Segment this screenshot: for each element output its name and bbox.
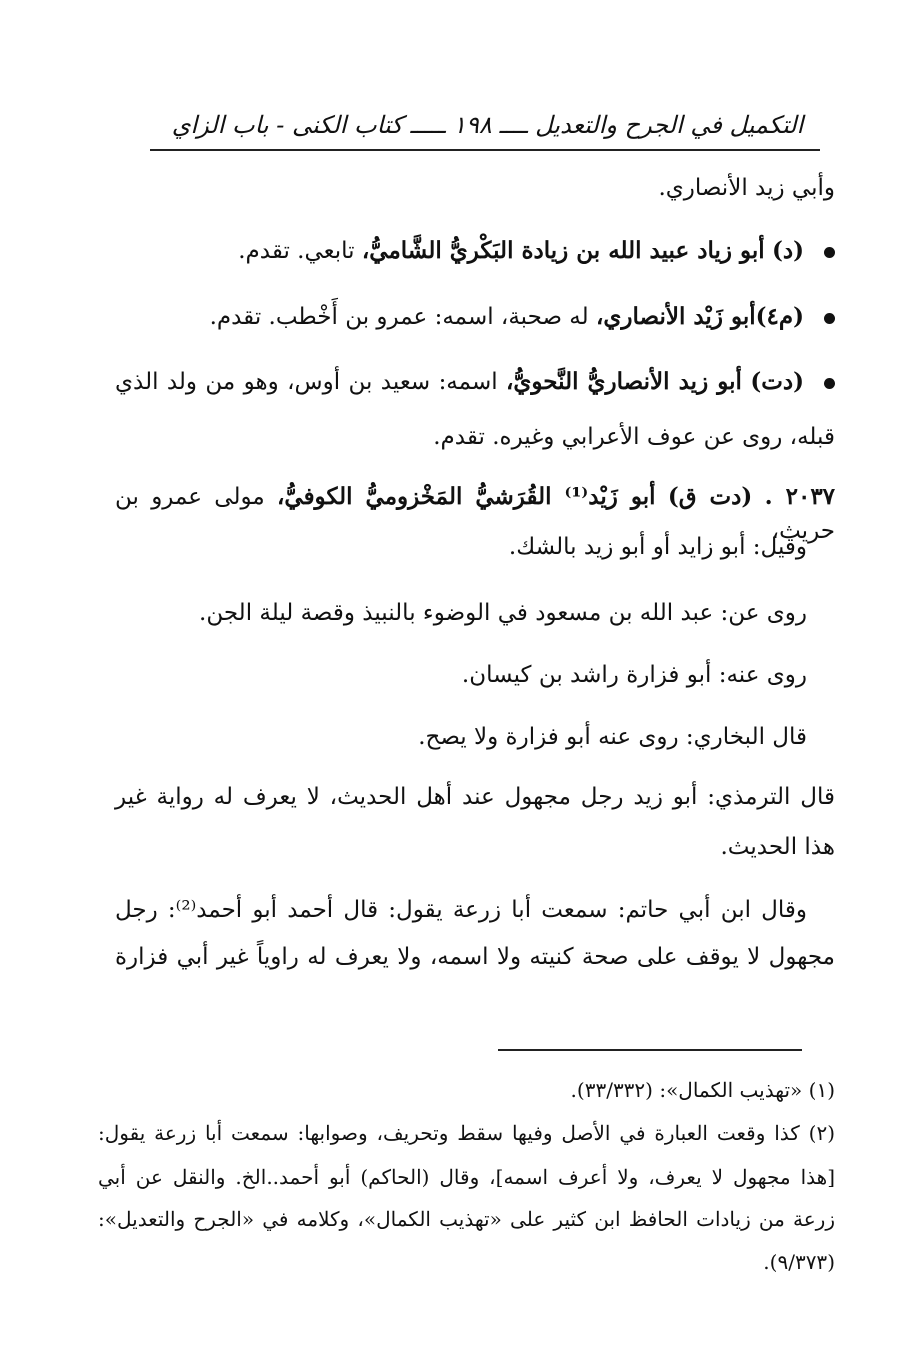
entry-name: أبو زياد عبيد الله بن زيادة البَكْريُّ الشَّاميُّ، [361,237,765,264]
narrated-by: روى عنه: أبو فزارة راشد بن كيسان. [461,662,807,688]
tirmidhi-statement: قال الترمذي: أبو زيد رجل مجهول عند أهل الحديث، لا يعرف له رواية غير [115,784,835,810]
entry-text: له صحبة، اسمه: عمرو بن أَخْطب. تقدم. [209,304,596,330]
entry-number: ٢٠٣٧ . [764,483,836,510]
footnote-2-line2: [هذا مجهول لا يعرف، ولا أعرف اسمه]، وقال (الحاكم) أبو أحمد..الخ. والنقل عن أبي [98,1165,835,1189]
entry-code: (دت) [750,368,804,395]
entry-continuation: وقيل: أبو زايد أو أبو زيد بالشك. [508,534,807,560]
abi-hatim-statement: وقال ابن أبي حاتم: سمعت أبا زرعة يقول: قال أحمد أبو أحمد⁽²⁾: رجل [115,897,808,923]
entry-code: (م٤) [755,303,804,330]
narrated-from: روى عن: عبد الله بن مسعود في الوضوء بالنبيذ وقصة ليلة الجن. [199,600,807,626]
footnote-2-line4: (٩/٣٧٣). [763,1250,835,1274]
bullet-icon [824,247,835,258]
abi-hatim-continuation: مجهول لا يوقف على صحة كنيته ولا اسمه، ولا يعرف له راوياً غير أبي فزارة [115,944,835,970]
bullet-icon [824,378,835,389]
entry-code: (د) [771,237,804,264]
entry-abu-zayd-nahwi [115,365,835,399]
footnote-separator [498,1049,802,1051]
footnote-2: (٢) كذا وقعت العبارة في الأصل وفيها سقط وتحريف، وصوابها: سمعت أبا زرعة يقول: [98,1121,835,1145]
entry-text: مولى عمرو بن حريث، [115,484,835,544]
entry-abu-ziyad [238,234,835,268]
entry-abu-zayd-ansari [210,300,835,334]
entry-code: (دت ق) [667,483,753,510]
entry-text: اسمه: سعيد بن أوس، وهو من ولد الذي [115,369,506,395]
entry-name: أبو زيد الأنصاريُّ النَّحويُّ، [505,368,742,395]
entry-continuation: قبله، روى عن عوف الأعرابي وغيره. تقدم. [433,424,835,450]
running-header: التكميل في الجرح والتعديل ــــ ١٩٨ ـــــ كتاب الكنى - باب الزاي [171,111,804,139]
bukhari-statement: قال البخاري: روى عنه أبو فزارة ولا يصح. [418,724,807,750]
entry-name: أبو زَيْد⁽¹⁾ القُرَشيُّ المَخْزوميُّ الكوفيُّ، [276,483,656,510]
entry-text: تابعي. تقدم. [238,238,362,264]
header-rule [150,149,820,151]
bullet-icon [824,313,835,324]
footnote-2-line3: زرعة من زيادات الحافظ ابن كثير على «تهذيب الكمال»، وكلامه في «الجرح والتعديل»: [98,1207,835,1231]
entry-name: أبو زَيْد الأنصاري، [595,303,756,330]
footnote-1: (١) «تهذيب الكمال»: (٣٣/٣٣٢). [570,1078,835,1102]
tirmidhi-continuation: هذا الحديث. [720,834,835,860]
continuation-line: وأبي زيد الأنصاري. [658,175,835,201]
